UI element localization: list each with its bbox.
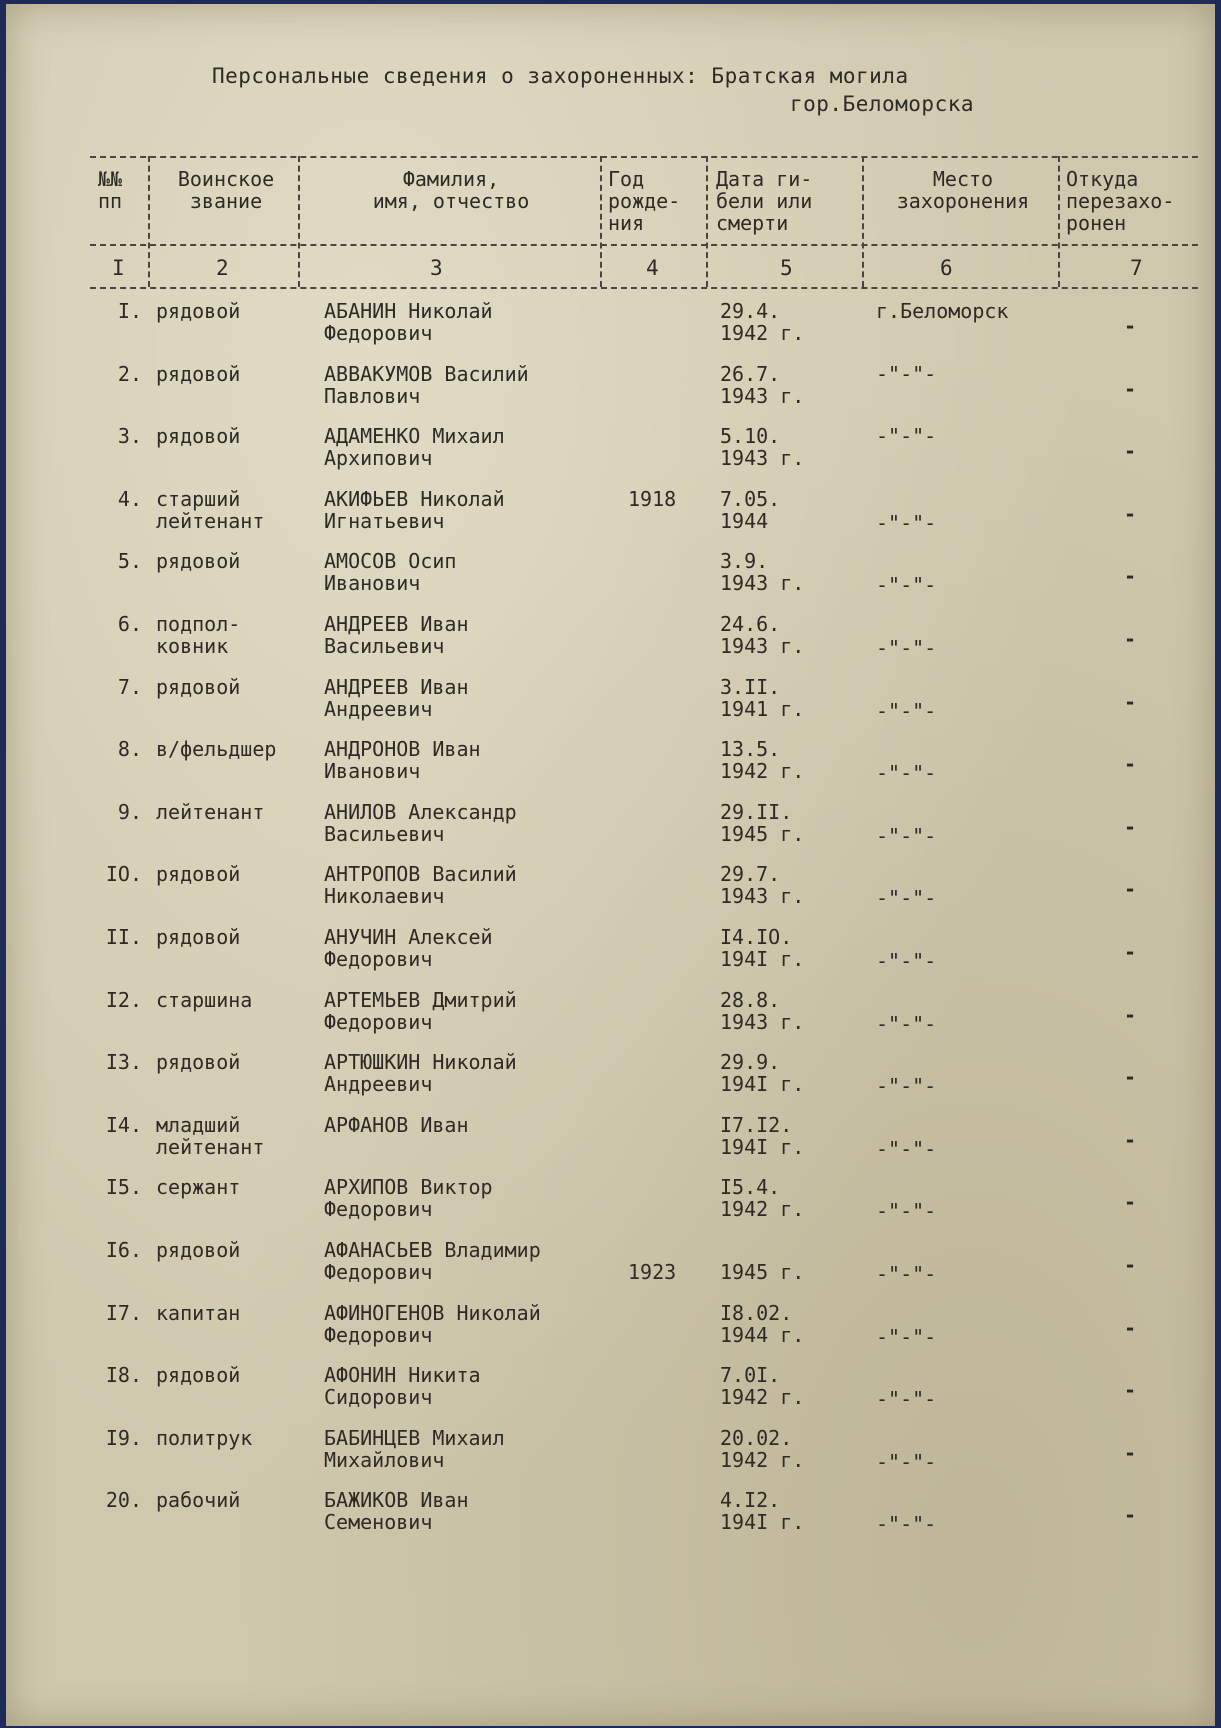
rank-line-1: рядовой [156,299,241,323]
column-divider [298,156,300,287]
row-number: 7. [117,675,142,699]
death-date-line-1: 24.6. [720,612,781,636]
table-header-rule [90,244,1198,246]
burial-place: -"-"- [876,1450,937,1474]
death-date-line-2: 1944 [720,509,769,533]
burial-place: -"-"- [876,1199,937,1223]
reburied-from: - [1124,627,1137,651]
rank-line-1: рядовой [156,862,241,886]
reburied-from: - [1124,877,1137,901]
reburied-from: - [1124,314,1137,338]
row-number: 20. [105,1488,142,1512]
name-line-1: АНДРОНОВ Иван [324,737,481,761]
burial-place: -"-"- [876,761,937,785]
rank-line-1: рядовой [156,1238,241,1262]
rank-line-1: лейтенант [156,800,265,824]
death-date-line-2: 1943 г. [720,1010,805,1034]
death-date-line-2: 194I г. [720,1510,805,1534]
birth-year: 1918 [628,487,677,511]
column-number-7: 7 [1130,256,1143,280]
row-number: II. [105,925,142,949]
death-date-line-2: 1943 г. [720,884,805,908]
reburied-from: - [1124,1065,1137,1089]
rank-line-1: рабочий [156,1488,241,1512]
name-line-2: Федорович [324,1260,433,1284]
column-divider [862,156,864,287]
death-date-line-1: 20.02. [720,1426,793,1450]
rank-line-1: в/фельдшер [156,737,277,761]
name-line-2: Николаевич [324,884,445,908]
column-divider [148,156,150,287]
rank-line-2: лейтенант [156,509,265,533]
name-line-1: АКИФЬЕВ Николай [324,487,505,511]
reburied-from: - [1124,1378,1137,1402]
document-page [6,4,1215,1726]
row-number: I4. [105,1113,142,1137]
rank-line-1: капитан [156,1301,241,1325]
reburied-from: - [1124,752,1137,776]
name-line-2: Федорович [324,1197,433,1221]
name-line-1: АВВАКУМОВ Василий [324,362,529,386]
death-date-line-1: 3.II. [720,675,781,699]
burial-place: -"-"- [876,362,937,386]
reburied-from: - [1124,564,1137,588]
death-date-line-2: 194I г. [720,947,805,971]
row-number: 5. [117,549,142,573]
rank-line-1: рядовой [156,1050,241,1074]
rank-line-1: рядовой [156,362,241,386]
burial-place: -"-"- [876,636,937,660]
column-number-3: 3 [430,256,443,280]
death-date-line-1: 28.8. [720,988,781,1012]
row-number: 8. [117,737,142,761]
death-date-line-1: I7.I2. [720,1113,793,1137]
death-date-line-2: 1943 г. [720,446,805,470]
row-number: 3. [117,424,142,448]
burial-place: -"-"- [876,886,937,910]
rank-line-1: сержант [156,1175,241,1199]
name-line-2: Андреевич [324,1072,433,1096]
name-line-1: АНИЛОВ Александр [324,800,517,824]
death-date-line-2: 1943 г. [720,571,805,595]
row-number: I3. [105,1050,142,1074]
rank-line-1: младший [156,1113,241,1137]
name-line-2: Иванович [324,571,421,595]
death-date-line-2: 194I г. [720,1072,805,1096]
name-line-1: АМОСОВ Осип [324,549,457,573]
name-line-1: БАЖИКОВ Иван [324,1488,469,1512]
row-number: I2. [105,988,142,1012]
birth-year: 1923 [628,1260,677,1284]
column-divider [600,156,602,287]
name-line-1: АРХИПОВ Виктор [324,1175,493,1199]
header-name: Фамилия, имя, отчество [372,167,530,213]
reburied-from: - [1124,690,1137,714]
header-burial-place: Место захоронения [896,167,1030,213]
burial-place: -"-"- [876,573,937,597]
burial-place: -"-"- [876,1325,937,1349]
rank-line-1: рядовой [156,675,241,699]
death-date-line-2: 1945 г. [720,1260,805,1284]
name-line-2: Игнатьевич [324,509,445,533]
name-line-2: Федорович [324,1010,433,1034]
name-line-2: Федорович [324,1323,433,1347]
reburied-from: - [1124,815,1137,839]
death-date-line-2: 1943 г. [720,634,805,658]
death-date-line-2: 1945 г. [720,822,805,846]
row-number: I9. [105,1426,142,1450]
rank-line-1: старший [156,487,241,511]
rank-line-1: подпол- [156,612,241,636]
death-date-line-2: 1941 г. [720,697,805,721]
burial-place: -"-"- [876,424,937,448]
death-date-line-1: 13.5. [720,737,781,761]
row-number: I5. [105,1175,142,1199]
rank-line-1: старшина [156,988,253,1012]
burial-place: г.Беломорск [876,299,1009,323]
burial-place: -"-"- [876,1512,937,1536]
death-date-line-1: 5.10. [720,424,781,448]
row-number: I. [117,299,142,323]
name-line-1: АРТЕМЬЕВ Дмитрий [324,988,517,1012]
burial-place: -"-"- [876,949,937,973]
row-number: I6. [105,1238,142,1262]
table-top-rule [90,156,1198,158]
burial-place: -"-"- [876,1074,937,1098]
reburied-from: - [1124,1128,1137,1152]
header-number: №№ пп [98,167,123,213]
row-number: IO. [105,862,142,886]
reburied-from: - [1124,1190,1137,1214]
death-date-line-1: 29.4. [720,299,781,323]
death-date-line-2: 1943 г. [720,384,805,408]
death-date-line-2: 194I г. [720,1135,805,1159]
death-date-line-1: 29.9. [720,1050,781,1074]
column-number-5: 5 [780,256,793,280]
name-line-1: АБАНИН Николай [324,299,493,323]
death-date-line-1: I4.IO. [720,925,793,949]
death-date-line-1: 4.I2. [720,1488,781,1512]
rank-line-1: рядовой [156,1363,241,1387]
name-line-2: Федорович [324,321,433,345]
column-divider [706,156,708,287]
burial-place: -"-"- [876,824,937,848]
reburied-from: - [1124,1441,1137,1465]
death-date-line-1: I8.02. [720,1301,793,1325]
name-line-2: Андреевич [324,697,433,721]
document-title-location: гор.Беломорска [790,92,975,116]
name-line-2: Архипович [324,446,433,470]
name-line-1: АНУЧИН Алексей [324,925,493,949]
death-date-line-2: 1942 г. [720,321,805,345]
reburied-from: - [1124,439,1137,463]
burial-place: -"-"- [876,1012,937,1036]
name-line-2: Федорович [324,947,433,971]
row-number: I8. [105,1363,142,1387]
death-date-line-1: 29.7. [720,862,781,886]
name-line-1: АРФАНОВ Иван [324,1113,469,1137]
header-rank: Воинское звание [177,167,275,213]
name-line-2: Семенович [324,1510,433,1534]
burial-place: -"-"- [876,1387,937,1411]
rank-line-1: рядовой [156,424,241,448]
rank-line-2: лейтенант [156,1135,265,1159]
reburied-from: - [1124,1003,1137,1027]
rank-line-1: рядовой [156,549,241,573]
row-number: I7. [105,1301,142,1325]
name-line-1: АФОНИН Никита [324,1363,481,1387]
name-line-2: Иванович [324,759,421,783]
rank-line-1: рядовой [156,925,241,949]
death-date-line-2: 1942 г. [720,1385,805,1409]
burial-place: -"-"- [876,1137,937,1161]
reburied-from: - [1124,1316,1137,1340]
header-death-date: Дата ги- бели или смерти [716,167,813,235]
death-date-line-1: 29.II. [720,800,793,824]
death-date-line-1: 7.05. [720,487,781,511]
rank-line-2: ковник [156,634,229,658]
name-line-1: АРТЮШКИН Николай [324,1050,517,1074]
name-line-1: АНДРЕЕВ Иван [324,675,469,699]
death-date-line-2: 1942 г. [720,759,805,783]
header-reburied-from: Откуда перезахо- ронен [1066,167,1175,235]
reburied-from: - [1124,1503,1137,1527]
death-date-line-1: I5.4. [720,1175,781,1199]
death-date-line-1: 7.0I. [720,1363,781,1387]
name-line-1: АДАМЕНКО Михаил [324,424,505,448]
column-number-6: 6 [940,256,953,280]
name-line-1: БАБИНЦЕВ Михаил [324,1426,505,1450]
column-divider [1058,156,1060,287]
death-date-line-1: 26.7. [720,362,781,386]
name-line-1: АНДРЕЕВ Иван [324,612,469,636]
burial-place: -"-"- [876,511,937,535]
reburied-from: - [1124,377,1137,401]
table-numbers-rule [90,287,1198,289]
name-line-2: Сидорович [324,1385,433,1409]
name-line-1: АФИНОГЕНОВ Николай [324,1301,541,1325]
column-number-1: I [112,256,125,280]
death-date-line-2: 1944 г. [720,1323,805,1347]
row-number: 9. [117,800,142,824]
name-line-2: Васильевич [324,634,445,658]
death-date-line-2: 1942 г. [720,1448,805,1472]
death-date-line-1: 3.9. [720,549,769,573]
name-line-1: АФАНАСЬЕВ Владимир [324,1238,541,1262]
name-line-1: АНТРОПОВ Василий [324,862,517,886]
row-number: 6. [117,612,142,636]
row-number: 4. [117,487,142,511]
reburied-from: - [1124,502,1137,526]
name-line-2: Михайлович [324,1448,445,1472]
name-line-2: Павлович [324,384,421,408]
row-number: 2. [117,362,142,386]
header-birth-year: Год рожде- ния [608,167,681,235]
burial-place: -"-"- [876,699,937,723]
document-title: Персональные сведения о захороненных: Братская могила [212,64,909,88]
reburied-from: - [1124,1253,1137,1277]
column-number-2: 2 [216,256,229,280]
column-number-4: 4 [646,256,659,280]
death-date-line-2: 1942 г. [720,1197,805,1221]
rank-line-1: политрук [156,1426,253,1450]
name-line-2: Васильевич [324,822,445,846]
reburied-from: - [1124,940,1137,964]
burial-place: -"-"- [876,1262,937,1286]
